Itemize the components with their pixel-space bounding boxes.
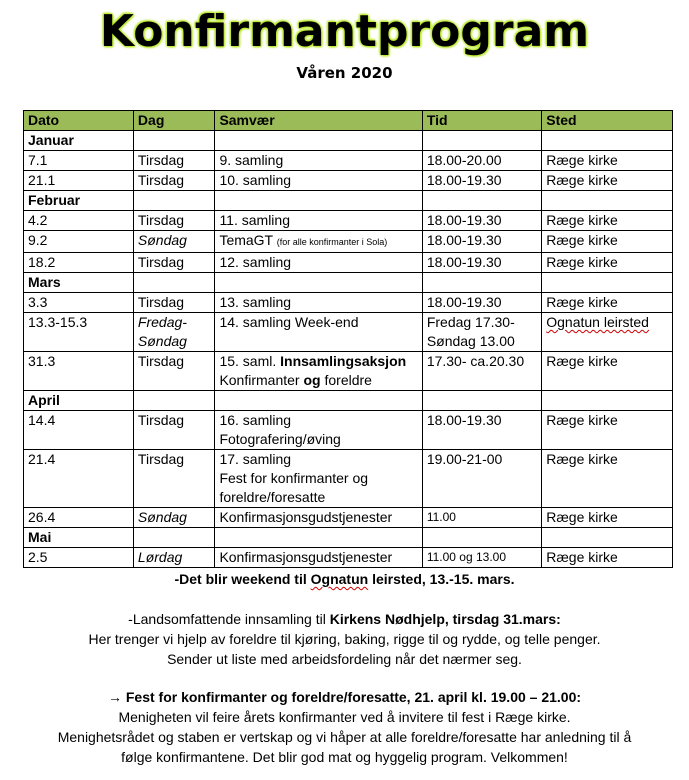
samvaer-line: Fotografering/øving	[219, 431, 341, 447]
cell-sted: Ræge kirke	[542, 352, 673, 391]
cell-tid: 18.00-19.30	[422, 293, 541, 313]
cell-dato: 4.2	[24, 211, 134, 231]
cell-dag: Søndag	[133, 231, 215, 253]
page-subtitle: Våren 2020	[296, 64, 393, 82]
cell-tid: 11.00	[422, 508, 541, 528]
party-line: følge konfirmantene. Det blir god mat og hyggelig program. Velkommen!	[121, 749, 568, 765]
program-table	[23, 110, 673, 568]
samvaer-line: Fest for konfirmanter og	[219, 470, 369, 486]
cell-tid: 18.00-19.30	[422, 253, 541, 273]
cell-tid: 18.00-19.30	[422, 211, 541, 231]
table-row	[24, 450, 673, 508]
party-line: Menighetsrådet og staben er vertskap og vi håper at alle foreldre/foresatte har anledning til å	[57, 729, 632, 745]
cell-sted: Ræge kirke	[542, 508, 673, 528]
header-dato: Dato	[24, 111, 134, 131]
header-dag: Dag	[133, 111, 215, 131]
table-row	[24, 293, 673, 313]
cell-tid: 11.00 og 13.00	[422, 548, 541, 568]
cell-tid: 19.00-21-00	[422, 450, 541, 508]
party-note	[0, 687, 689, 767]
party-title: → Fest for konfirmanter og foreldre/foresatte, 21. april kl. 19.00 – 21.00:	[107, 689, 582, 705]
cell-samvaer	[215, 352, 422, 391]
party-line: Menigheten vil feire årets konfirmanter ved å invitere til fest i Ræge kirke.	[118, 709, 571, 725]
collection-line: Her trenger vi hjelp av foreldre til kjøring, baking, rigge til og rydde, og telle penger.	[88, 631, 601, 647]
page-title: Konfirmantprogram	[99, 6, 590, 57]
cell-samvaer: 12. samling	[215, 253, 422, 273]
cell-samvaer: 9. samling	[215, 151, 422, 171]
table-row	[24, 313, 673, 352]
cell-tid: 18.00-20.00	[422, 151, 541, 171]
cell-sted: Ognatun leirsted	[542, 313, 673, 352]
samvaer-text: TemaGT	[219, 232, 273, 248]
cell-sted: Ræge kirke	[542, 450, 673, 508]
cell-sted: Ræge kirke	[542, 411, 673, 450]
cell-dato: 18.2	[24, 253, 134, 273]
cell-samvaer	[215, 411, 422, 450]
cell-dag	[133, 313, 215, 352]
cell-sted: Ræge kirke	[542, 151, 673, 171]
cell-tid: 18.00-19.30	[422, 411, 541, 450]
cell-dato: 14.4	[24, 411, 134, 450]
cell-dato: 21.4	[24, 450, 134, 508]
samvaer-bold: og	[303, 372, 321, 388]
cell-dato: 7.1	[24, 151, 134, 171]
tid-line: Fredag 17.30-	[426, 314, 515, 330]
collection-note	[0, 609, 689, 669]
table-row	[24, 352, 673, 391]
table-row	[24, 508, 673, 528]
cell-tid	[422, 313, 541, 352]
samvaer-text: foreldre	[324, 372, 372, 388]
header-sted: Sted	[542, 111, 673, 131]
samvaer-line: 17. samling	[219, 451, 292, 467]
samvaer-bold: Innsamlingsaksjon	[280, 353, 407, 369]
samvaer-line: 16. samling	[219, 412, 292, 428]
table-row	[24, 211, 673, 231]
cell-sted: Ræge kirke	[542, 171, 673, 191]
month-row	[24, 131, 673, 151]
cell-dato: 9.2	[24, 231, 134, 253]
table-header-row	[24, 111, 673, 131]
cell-sted: Ræge kirke	[542, 548, 673, 568]
cell-dag: Tirsdag	[133, 211, 215, 231]
month-label: Mai	[24, 528, 134, 548]
table-row	[24, 253, 673, 273]
samvaer-note: (for alle konfirmanter i Sola)	[276, 237, 388, 247]
cell-dato: 31.3	[24, 352, 134, 391]
cell-dag: Tirsdag	[133, 171, 215, 191]
cell-samvaer: Konfirmasjonsgudstjenester	[215, 548, 422, 568]
table-row	[24, 548, 673, 568]
samvaer-text: 15. saml.	[219, 353, 277, 369]
cell-sted: Ræge kirke	[542, 231, 673, 253]
tid-line: Søndag 13.00	[426, 333, 515, 349]
cell-dag: Tirsdag	[133, 151, 215, 171]
cell-samvaer: 13. samling	[215, 293, 422, 313]
cell-dato: 2.5	[24, 548, 134, 568]
cell-dag: Tirsdag	[133, 411, 215, 450]
collection-highlight: Kirkens Nødhjelp, tirsdag 31.mars:	[329, 611, 561, 627]
month-label: Februar	[24, 191, 134, 211]
collection-intro: -Landsomfattende innsamling til	[128, 611, 326, 627]
cell-samvaer: Konfirmasjonsgudstjenester	[215, 508, 422, 528]
month-label: Mars	[24, 273, 134, 293]
header-samvaer: Samvær	[215, 111, 422, 131]
cell-dag: Lørdag	[133, 548, 215, 568]
table-row	[24, 231, 673, 253]
collection-line: Sender ut liste med arbeidsfordeling når det nærmer seg.	[167, 651, 522, 667]
month-row	[24, 528, 673, 548]
cell-dag: Tirsdag	[133, 293, 215, 313]
month-row	[24, 191, 673, 211]
cell-dato: 3.3	[24, 293, 134, 313]
header-tid: Tid	[422, 111, 541, 131]
cell-sted: Ræge kirke	[542, 253, 673, 273]
cell-samvaer: 14. samling Week-end	[215, 313, 422, 352]
cell-samvaer	[215, 450, 422, 508]
weekend-note: -Det blir weekend til Ognatun leirsted, 13.-15. mars.	[174, 571, 515, 587]
cell-dag: Tirsdag	[133, 352, 215, 391]
cell-dato: 26.4	[24, 508, 134, 528]
month-label: April	[24, 391, 134, 411]
cell-dato: 13.3-15.3	[24, 313, 134, 352]
dag-line: Søndag	[137, 333, 187, 349]
table-row	[24, 151, 673, 171]
cell-samvaer: 10. samling	[215, 171, 422, 191]
cell-samvaer	[215, 231, 422, 253]
cell-samvaer: 11. samling	[215, 211, 422, 231]
month-row	[24, 391, 673, 411]
cell-dag: Søndag	[133, 508, 215, 528]
cell-sted: Ræge kirke	[542, 293, 673, 313]
month-label: Januar	[24, 131, 134, 151]
dag-line: Fredag-	[137, 314, 187, 330]
cell-tid: 18.00-19.30	[422, 231, 541, 253]
month-row	[24, 273, 673, 293]
cell-tid: 17.30- ca.20.30	[422, 352, 541, 391]
samvaer-line: foreldre/foresatte	[219, 489, 326, 505]
samvaer-text: Konfirmanter	[219, 372, 300, 388]
cell-dag: Tirsdag	[133, 450, 215, 508]
cell-dag: Tirsdag	[133, 253, 215, 273]
cell-sted: Ræge kirke	[542, 211, 673, 231]
cell-tid: 18.00-19.30	[422, 171, 541, 191]
table-row	[24, 171, 673, 191]
table-row	[24, 411, 673, 450]
cell-dato: 21.1	[24, 171, 134, 191]
